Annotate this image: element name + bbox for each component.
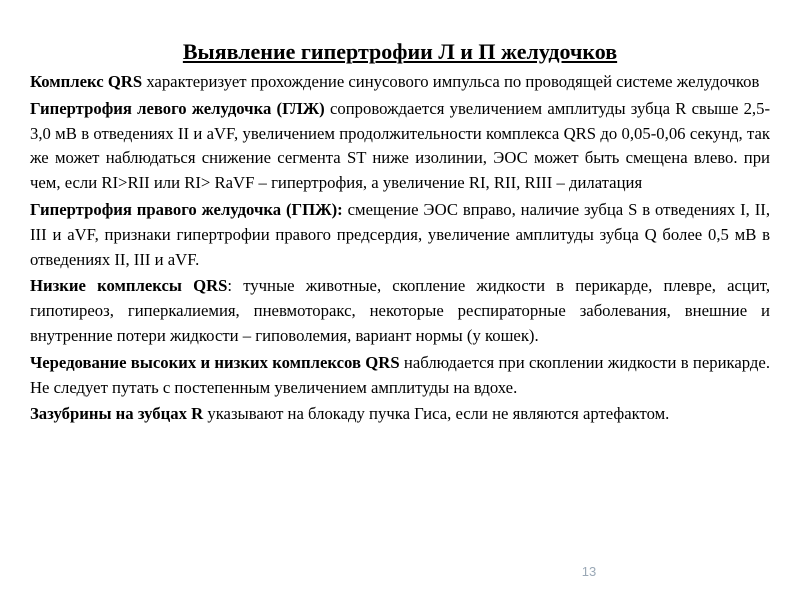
paragraph-left-ventricular-hypertrophy <box>30 97 770 196</box>
paragraph-qrs-complex <box>30 70 770 95</box>
text-left-ventricular-hypertrophy: сопровождается увеличением амплитуды зубца R свыше 2,5-3,0 мВ в отведениях II и aVF, увеличением продолжительности комплекса QRS до 0,05-0,06 секунд, так же может наблюдаться снижение сегмента ST ниже изолинии, ЭОС может быть смещена влево. при чем, если RI>RII или RI> RaVF – гипертрофия, а увеличение RI, RII, RIII – дилатация <box>30 98 771 193</box>
term-notched-r-waves: Зазубрины на зубцах R <box>30 404 204 424</box>
term-left-ventricular-hypertrophy: Гипертрофия левого желудочка (ГЛЖ) <box>30 98 325 118</box>
text-notched-r-waves: указывают на блокаду пучка Гиса, если не являются артефактом. <box>203 404 670 424</box>
paragraph-alternating-qrs <box>30 351 770 401</box>
text-low-qrs: : тучные животные, скопление жидкости в перикарде, плевре, асцит, гипотиреоз, гиперкалиемия, пневмоторакс, некоторые респираторные заболевания, внешние и внутренние потери жидкости – гиповолемия, вариант нормы (у кошек). <box>30 276 770 345</box>
slide-title: Выявление гипертрофии Л и П желудочков <box>182 39 618 64</box>
term-right-ventricular-hypertrophy: Гипертрофия правого желудочка (ГПЖ): <box>30 199 343 219</box>
term-qrs-complex: Комплекс QRS <box>30 72 143 91</box>
paragraph-low-qrs <box>30 274 770 348</box>
term-alternating-qrs: Чередование высоких и низких комплексов QRS <box>30 352 400 372</box>
slide-body <box>30 70 770 429</box>
paragraph-right-ventricular-hypertrophy <box>30 198 770 272</box>
page-number: 13 <box>581 564 597 579</box>
text-alternating-qrs: наблюдается при скоплении жидкости в перикарде. Не следует путать с постепенным увеличением амплитуды на вдохе. <box>30 352 770 397</box>
text-right-ventricular-hypertrophy: смещение ЭОС вправо, наличие зубца S в отведениях I, II, III и aVF, признаки гипертрофии правого предсердия, увеличение амплитуды зубца Q более 0,5 мВ в отведениях II, III и aVF. <box>30 199 770 269</box>
term-low-qrs: Низкие комплексы QRS <box>30 276 228 296</box>
paragraph-notched-r-waves <box>30 402 770 427</box>
text-qrs-complex: характеризует прохождение синусового импульса по проводящей системе желудочков <box>142 72 760 91</box>
